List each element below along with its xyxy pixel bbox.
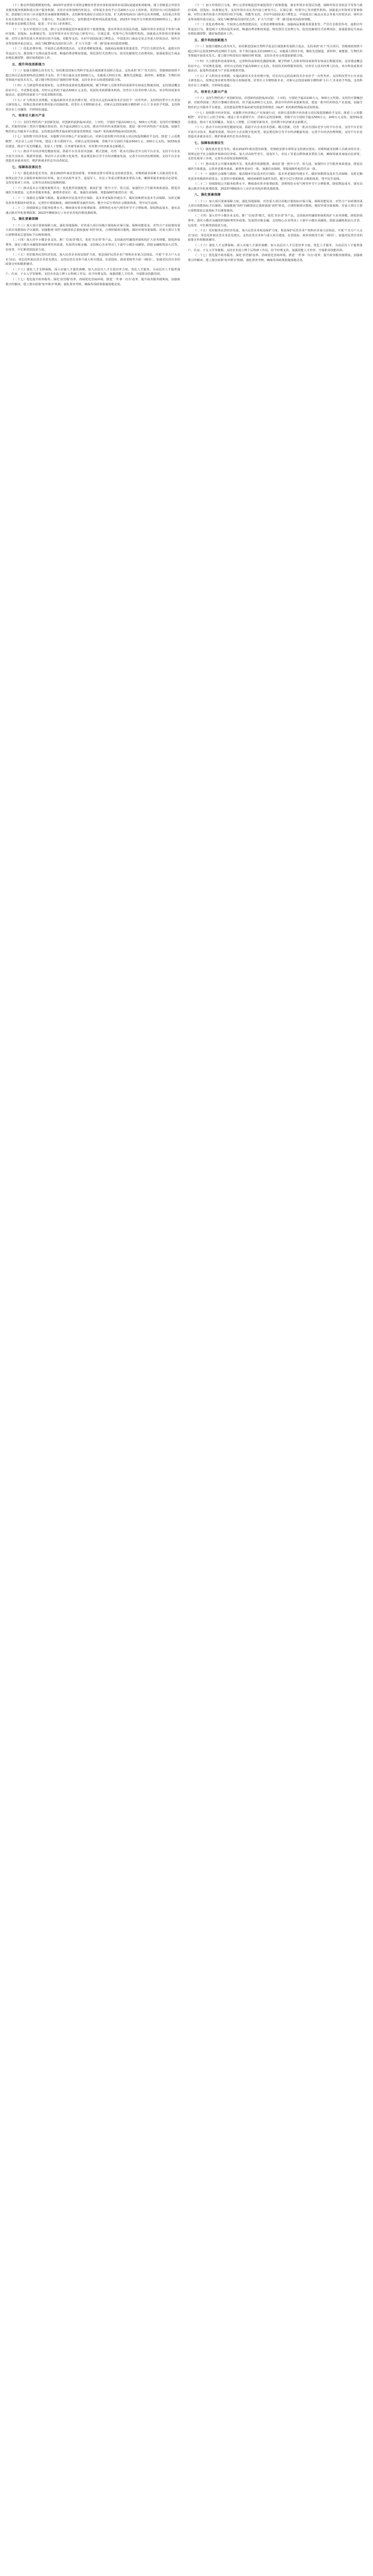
paragraph: （二十六）强化人才支撑保障。深入实施人才强省战略，加大高层次人才引进培养力度。优化人才服务，为高层次人才提供落户、住房、子女入学等便利。支持企业设立博士后科研工作站，给予经费支持。加强技能人才培养，开展职业技能培训。 xyxy=(5,268,180,276)
paragraph: （十五）扩大科技企业规模。实施高新技术企业倍增计划，对首次认定的高新技术企业给予一次性奖补。支持科技型中小企业加大研发投入，按规定落实研发费用加计扣除政策。培育壮大专精特新企业，对新认定的国家级专精特新'小巨人'企业给予奖励。支持科技企业上市融资，开辟绿色通道。 xyxy=(5,98,180,112)
paragraph: （二十六）强化人才支撑保障。深入实施人才强省战略，加大高层次人才引进培养力度。优化人才服务，为高层次人才提供落户、住房、子女入学等便利。支持企业设立博士后科研工作站，给予经费支持。加强技能人才培养，开展职业技能培训。 xyxy=(188,243,363,252)
section-heading: 五、提升科技创新能力 xyxy=(194,39,227,43)
paragraph: （二十）推动基本公共服务便利共享。优化教育资源配置，新改扩建一批中小学、幼儿园。加强医疗卫生服务体系建设，推进县域医共体建设。完善养老服务体系，新增养老床位一批。加强住房保障，筹集保障性租赁住房一批。 xyxy=(5,186,180,195)
section-heading: 八、强化要素保障 xyxy=(12,218,38,221)
section-heading: 五、提升科技创新能力 xyxy=(12,63,45,66)
paragraph: （十九）强化就业优先导向。落实2023年就业创业政策，省财政安排专项资金支持就业创业。对吸纳就业困难人员就业的企业，按规定给予社会保险补贴和岗位补贴。加大对高校毕业生、退役军人、农民工等重点群体就业帮扶力度，确保零就业家庭动态清零。支持发展零工市场，完善劳动者权益保障机制。 xyxy=(5,172,180,185)
paragraph: （十二）优化消费环境。开展放心消费创建活动，完善消费维权体系。加强商品和服务质量监管，严厉打击假冒伪劣、虚假宣传等违法行为。推进线下无理由退货承诺，畅通消费者维权渠道。规范预付式消费行为，防范化解预付式消费风险。加强重要民生商品价格监测预警，做好保供稳价工作。 xyxy=(5,47,180,60)
paragraph: （十七）加快数字经济发展。实施数字经济核心产业加速行动，对新引进的数字经济重大项目按投资额给予支持。推进'上云用数赋智'，对企业上云给予补贴。建设工业互联网平台，对新认定的国家级、省级平台分别给予最高500万元、200万元支持。加快5G基站建设，推动千兆光网覆盖。发展人工智能、区块链等新技术，培育数字经济新业态新模式。 xyxy=(188,111,363,124)
paragraph: （二十二）持续降低公共服务收费水平。继续落实涉企收费政策，清理规范水电气网等环节不合理收费。降低物流成本，落实高速公路差异化收费政策。2023年继续执行工业企业用电价格优惠政策。 xyxy=(188,182,363,191)
paragraph: （十九）强化就业优先导向。落实2023年就业创业政策，省财政安排专项资金支持就业创业。对吸纳就业困难人员就业的企业，按规定给予社会保险补贴和岗位补贴。加大对高校毕业生、退役军人、农民工等重点群体就业帮扶力度，确保零就业家庭动态清零。支持发展零工市场，完善劳动者权益保障机制。 xyxy=(188,148,363,161)
section-heading: 七、保障和改善民生 xyxy=(12,165,42,169)
paragraph: （二十四）加大对中小微企业支持。推广'信易贷'模式，优化'苏企贷'等产品。支持政府性融资担保机构扩大业务规模，降低担保费率。落实小微企业融资担保降费奖补政策。发展供应链金融，支持核心企业带动上下游中小微企业融资。鼓励金融机构加大首贷、信用贷、中长期贷款投放力度。 xyxy=(5,238,180,252)
paragraph: （十二）优化消费环境。开展放心消费创建活动，完善消费维权体系。加强商品和服务质量监管，严厉打击假冒伪劣、虚假宣传等违法行为。推进线下无理由退货承诺，畅通消费者维权渠道。规范预付式消费行为，防范化解预付式消费风险。加强重要民生商品价格监测预警，做好保供稳价工作。 xyxy=(188,23,363,36)
column-right xyxy=(188,3,363,263)
document-page xyxy=(0,0,373,295)
paragraph: （二十二）持续降低公共服务收费水平。继续落实涉企收费政策，清理规范水电气网等环节不合理收费。降低物流成本，落实高速公路差异化收费政策。2023年继续执行工业企业用电价格优惠政策。 xyxy=(5,207,180,215)
paragraph: （二十一）加强社会保障与救助。提高城乡居民基本医疗保险、基本养老保险待遇水平。做好困难群众基本生活保障，及时足额发放各类救助补助资金。完善医疗救助制度，减轻困难群众就医负担。健全分层分类的社会救助体系，兜牢民生底线。 xyxy=(5,197,180,205)
paragraph: （十六）支持生物医药产业创新发展。对创新药获批临床试验、上市的，分别给予最高100万元、500万元奖励。支持医疗器械创新，对取得国家三类医疗器械注册证的，给予最高200万元支持。推动中医药传承创新发展，建设一批中医药特色产业基地。加强生物医药公共服务平台建设，支持建设药物非临床研究质量管理规范（GLP）机构和药物临床试验机构。 xyxy=(5,120,180,134)
paragraph: （十一）加大外资招引力度。修订完善省级促进外商投资若干政策措施，落实外资企业国民待遇，保障外资企业依法平等参与政府采购、招投标、标准制定等。支持外资企业在省内设立研发中心、区域总部、结算中心等功能性机构。加强重点外资项目要素保障，对符合条件的重大外资项目给予用地、用能等支持。办好中国国际进口博览会、中国进出口商品交易会等重大经贸活动，组织企业参加境外重点展会。深化与RCEP成员国经贸合作，扩大与共建'一带一路'国家双向投资规模。 xyxy=(188,4,363,21)
paragraph: （十四）大力推进科技成果转化。完善科技成果转化激励机制，赋予科研人员职务科技成果所有权或长期使用权。支持建设概念验证中心、中试熟化基地，对经认定的给予最高500万元支持。发展技术转移服务机构，培育壮大技术经理人队伍。举办科技成果对接活动，促进科技成果与产业需求精准对接。 xyxy=(188,60,363,73)
paragraph: （十六）支持生物医药产业创新发展。对创新药获批临床试验、上市的，分别给予最高100万元、500万元奖励。支持医疗器械创新，对取得国家三类医疗器械注册证的，给予最高200万元支持。推动中医药传承创新发展，建设一批中医药特色产业基地。加强生物医药公共服务平台建设，支持建设药物非临床研究质量管理规范（GLP）机构和药物临床试验机构。 xyxy=(188,96,363,109)
paragraph: （十五）扩大科技企业规模。实施高新技术企业倍增计划，对首次认定的高新技术企业给予一次性奖补。支持科技型中小企业加大研发投入，按规定落实研发费用加计扣除政策。培育壮大专精特新企业，对新认定的国家级专精特新'小巨人'企业给予奖励。支持科技企业上市融资，开辟绿色通道。 xyxy=(188,74,363,87)
column-left xyxy=(5,3,180,287)
document-columns xyxy=(5,3,368,287)
paragraph: （十三）加强关键核心技术攻关。协同推进国家自然科学基金区域创新发展联合基金，支持承担'双十'攻关项目，省级财政按照不超过项目总投资30%的比例给予支持，单个项目最高支持1000万元。实施重大科技专项，聚焦先进制造、新材料、新能源、生物医药等领域开展技术攻关。建立健全科技项目'揭榜挂帅'机制，支持企业牵头组建创新联合体。 xyxy=(5,69,180,82)
paragraph: （十八）推动平台经济规范健康发展。鼓励平台企业技术创新、模式创新，培育一批具有国际竞争力的平台企业。支持平台企业开放共享技术、数据等资源，带动中小企业数字化转型。依法规范和引导平台经济健康发展，完善平台经济治理规则。支持平台企业创造更多就业岗位，维护新就业形态劳动者权益。 xyxy=(188,126,363,139)
paragraph: （十七）加快数字经济发展。实施数字经济核心产业加速行动，对新引进的数字经济重大项目按投资额给予支持。推进'上云用数赋智'，对企业上云给予补贴。建设工业互联网平台，对新认定的国家级、省级平台分别给予最高500万元、200万元支持。加快5G基站建设，推动千兆光网覆盖。发展人工智能、区块链等新技术，培育数字经济新业态新模式。 xyxy=(5,135,180,148)
paragraph: （二十七）优化提升政务服务。深化'放管服'改革，持续优化营商环境。推进'一件事一次办'改革，提升政务服务便利度。加强政策宣传解读，建立惠企政策'免申即享'机制。强化督查考核，确保各项政策措施落地见效。 xyxy=(5,277,180,286)
paragraph: （二十七）优化提升政务服务。深化'放管服'改革，持续优化营商环境。推进'一件事一次办'改革，提升政务服务便利度。加强政策宣传解读，建立惠企政策'免申即享'机制。强化督查考核，确保各项政策措施落地见效。 xyxy=(188,254,363,262)
paragraph: （十八）推动平台经济规范健康发展。鼓励平台企业技术创新、模式创新，培育一批具有国际竞争力的平台企业。支持平台企业开放共享技术、数据等资源，带动中小企业数字化转型。依法规范和引导平台经济健康发展，完善平台经济治理规则。支持平台企业创造更多就业岗位，维护新就业形态劳动者权益。 xyxy=(5,150,180,163)
paragraph: （十）推动外贸稳规模优结构。2023年安排省专项资金聚焦外贸省内各机场加快布局国际通道或机场航线。建立省级重点外贸企业服务服务机制和重点客户服务机制。支持企业参加境内外展会，对参展企业给予公司200万元以上的补助。发挥好出口信用保险作用，鼓励银行对出口企业提供更多融资便利服务。支持跨境电商综合试验区发展，扩大跨境电商出口海外仓业务规模。支持重点外贸企业在海外设立展示中心、分拨中心、售后服务中心。加快推进中欧班列高质量发展，2023年争取开行中欧班列1000列以上。推动外贸新业态新模式发展，促进二手车出口业务增长。 xyxy=(5,4,180,26)
paragraph: （二十三）加大项目要素保障力度。强化用地保障，对省重大项目用地计划指标应保尽保。保障用能需求，对符合产业政策的重大项目用能指标予以倾斜。加强能耗'双控'向碳排放总量和强度'双控'转变，合理控制项目能耗。做好环境容量保障，对重大项目主要污染物排放总量指标予以统筹调剂。 xyxy=(5,224,180,237)
paragraph: （十一）加大外资招引力度。修订完善省级促进外商投资若干政策措施，落实外资企业国民待遇，保障外资企业依法平等参与政府采购、招投标、标准制定等。支持外资企业在省内设立研发中心、区域总部、结算中心等功能性机构。加强重点外资项目要素保障，对符合条件的重大外资项目给予用地、用能等支持。办好中国国际进口博览会、中国进出口商品交易会等重大经贸活动，组织企业参加境外重点展会。深化与RCEP成员国经贸合作，扩大与共建'一带一路'国家双向投资规模。 xyxy=(5,27,180,46)
paragraph: （二十五）更好服务民营经济发展。加大民营企业权益保护力度，依法保护民营企业产权和企业家合法权益。开展'千企万户大走访'活动，常态化听取民营企业意见建议。支持民营企业参与重大项目建设，在招投标、政府采购等方面一视同仁。加强对民营企业的政策宣传和精准辅导。 xyxy=(5,253,180,267)
paragraph: （十四）大力推进科技成果转化。完善科技成果转化激励机制，赋予科研人员职务科技成果所有权或长期使用权。支持建设概念验证中心、中试熟化基地，对经认定的给予最高500万元支持。发展技术转移服务机构，培育壮大技术经理人队伍。举办科技成果对接活动，促进科技成果与产业需求精准对接。 xyxy=(5,84,180,97)
paragraph: （二十）推动基本公共服务便利共享。优化教育资源配置，新改扩建一批中小学、幼儿园。加强医疗卫生服务体系建设，推进县域医共体建设。完善养老服务体系，新增养老床位一批。加强住房保障，筹集保障性租赁住房一批。 xyxy=(188,162,363,171)
section-heading: 七、保障和改善民生 xyxy=(194,141,224,145)
section-heading: 六、培育壮大新兴产业 xyxy=(194,90,227,94)
paragraph: （二十一）加强社会保障与救助。提高城乡居民基本医疗保险、基本养老保险待遇水平。做好困难群众基本生活保障，及时足额发放各类救助补助资金。完善医疗救助制度，减轻困难群众就医负担。健全分层分类的社会救助体系，兜牢民生底线。 xyxy=(188,173,363,181)
paragraph: （二十三）加大项目要素保障力度。强化用地保障，对省重大项目用地计划指标应保尽保。保障用能需求，对符合产业政策的重大项目用能指标予以倾斜。加强能耗'双控'向碳排放总量和强度'双控'转变，合理控制项目能耗。做好环境容量保障，对重大项目主要污染物排放总量指标予以统筹调剂。 xyxy=(188,199,363,213)
paragraph: （二十五）更好服务民营经济发展。加大民营企业权益保护力度，依法保护民营企业产权和企业家合法权益。开展'千企万户大走访'活动，常态化听取民营企业意见建议。支持民营企业参与重大项目建设，在招投标、政府采购等方面一视同仁。加强对民营企业的政策宣传和精准辅导。 xyxy=(188,229,363,242)
paragraph: （十三）加强关键核心技术攻关。协同推进国家自然科学基金区域创新发展联合基金，支持承担'双十'攻关项目，省级财政按照不超过项目总投资30%的比例给予支持，单个项目最高支持1000万元。实施重大科技专项，聚焦先进制造、新材料、新能源、生物医药等领域开展技术攻关。建立健全科技项目'揭榜挂帅'机制，支持企业牵头组建创新联合体。 xyxy=(188,45,363,58)
section-heading: 八、强化要素保障 xyxy=(194,193,221,197)
paragraph: （二十四）加大对中小微企业支持。推广'信易贷'模式，优化'苏企贷'等产品。支持政府性融资担保机构扩大业务规模，降低担保费率。落实小微企业融资担保降费奖补政策。发展供应链金融，支持核心企业带动上下游中小微企业融资。鼓励金融机构加大首贷、信用贷、中长期贷款投放力度。 xyxy=(188,214,363,227)
section-heading: 六、培育壮大新兴产业 xyxy=(12,114,45,118)
